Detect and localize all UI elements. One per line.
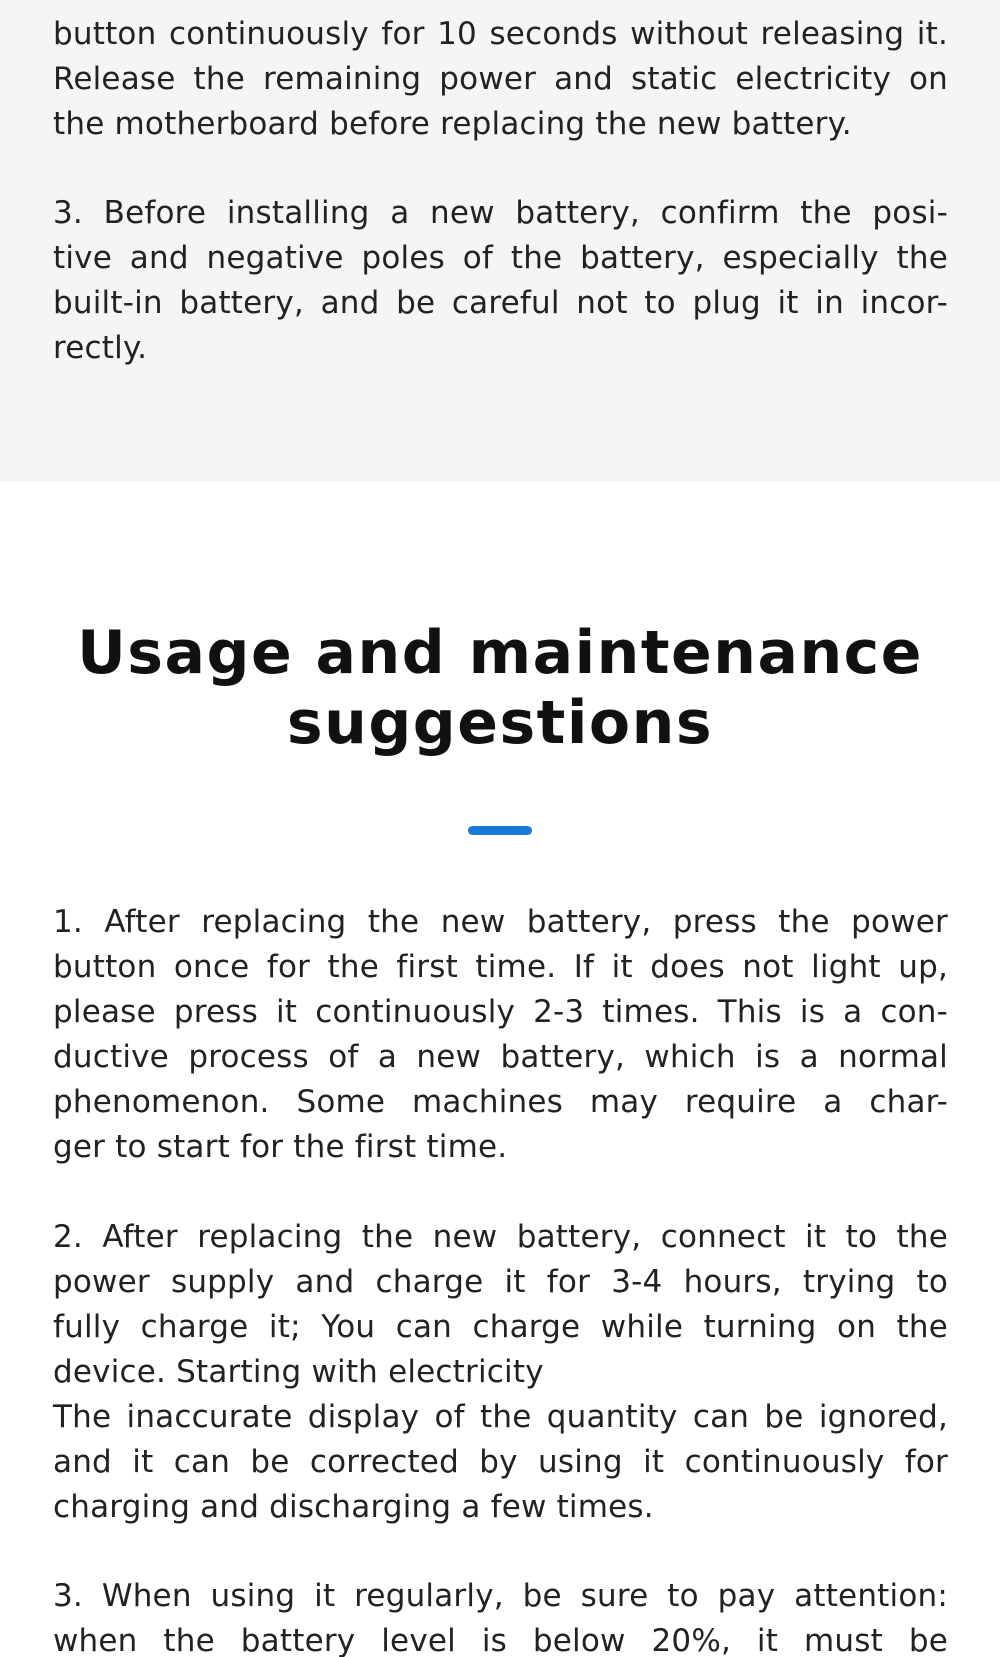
text-line: phenomenon. Some machines may require a char-: [53, 1084, 948, 1120]
text-line: 1. After replacing the new battery, press the power: [53, 904, 948, 940]
text-line: 3. When using it regularly, be sure to pay attention:: [53, 1578, 948, 1614]
text-line: the motherboard before replacing the new battery.: [53, 106, 852, 142]
text-line: 3. Before installing a new battery, confirm the posi-: [53, 195, 948, 231]
text-line: Release the remaining power and static electricity on: [53, 61, 948, 97]
text-line: button once for the first time. If it does not light up,: [53, 949, 948, 985]
text-line: ductive process of a new battery, which is a normal: [53, 1039, 948, 1075]
text-line: The inaccurate display of the quantity can be ignored,: [53, 1399, 948, 1435]
text-line: button continuously for 10 seconds without releasing it.: [53, 16, 948, 52]
previous-section: [0, 0, 1000, 482]
text-line: fully charge it; You can charge while turning on the: [53, 1309, 948, 1345]
text-line: ger to start for the first time.: [53, 1129, 508, 1165]
title-divider: [468, 826, 532, 835]
instruction-item-2: [53, 12, 948, 147]
text-line: built-in battery, and be careful not to plug it in incor-: [53, 285, 948, 321]
text-line: when the battery level is below 20%, it must be: [53, 1623, 948, 1657]
text-line: please press it continuously 2-3 times. This is a con-: [53, 994, 948, 1030]
text-line: 2. After replacing the new battery, connect it to the: [53, 1219, 948, 1255]
text-line: rectly.: [53, 330, 148, 366]
suggestion-item-1: [53, 900, 948, 1170]
text-line: tive and negative poles of the battery, especially the: [53, 240, 948, 276]
instruction-item-3: [53, 191, 948, 371]
section-title: Usage and maintenance suggestions: [77, 618, 923, 758]
suggestion-item-2: [53, 1215, 948, 1530]
text-line: charging and discharging a few times.: [53, 1489, 654, 1525]
suggestion-item-3: [53, 1574, 948, 1657]
text-line: and it can be corrected by using it continuously for: [53, 1444, 948, 1480]
text-line: power supply and charge it for 3-4 hours, trying to: [53, 1264, 948, 1300]
text-line: device. Starting with electricity: [53, 1354, 544, 1390]
